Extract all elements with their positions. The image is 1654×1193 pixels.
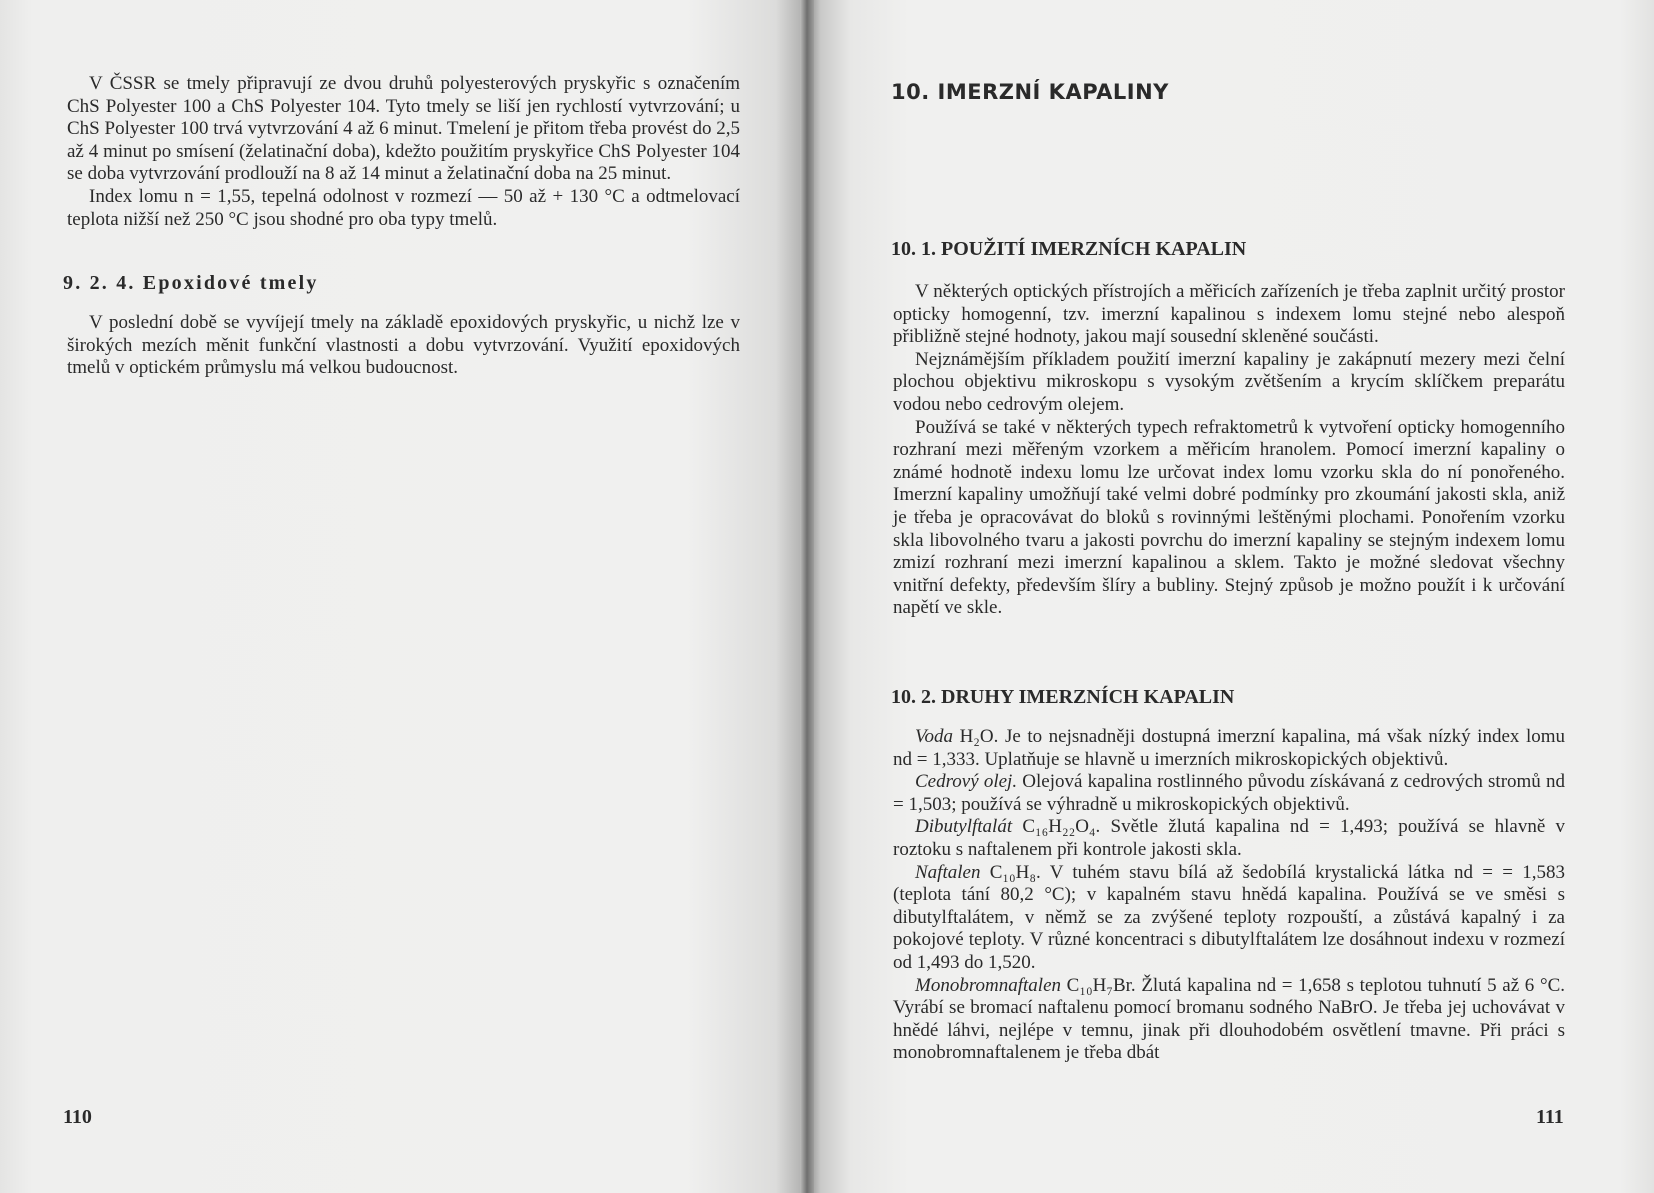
- right-page: [808, 0, 1654, 1193]
- entry-term: Voda: [915, 726, 953, 747]
- entry-term: Monobromnaftalen: [915, 974, 1062, 996]
- subsection-heading: 9. 2. 4. Epoxidové tmely: [63, 272, 319, 294]
- entry-paragraph: [893, 816, 1565, 861]
- entry-text: C₁₀H₇Br. Žlutá kapalina nd = 1,658 s teplotou tuhnutí 5 až 6 °C. Vyrábí se bromací naftalenu pomocí bromanu sodného NaBrO. Je třeba jej uchovávat v hnědé láhvi, nejlépe v temnu, jinak při dlouhodobém osvětlení tmavne. Při práci s monobromnaftalenem je třeba dbát: [893, 974, 1565, 1064]
- left-bottom-text: [67, 312, 740, 380]
- entry-paragraph: [893, 862, 1565, 975]
- paragraph: Používá se také v některých typech refraktometrů k vytvoření opticky homogenního rozhraní mezi měřeným vzorkem a měřicím hranolem. Pomocí imerzní kapaliny o známé hodnotě indexu lomu lze určovat index lomu vzorku skla do ní ponořeného. Imerzní kapaliny umožňují také velmi dobré podmínky pro zkoumání jakosti skla, aniž je třeba je opracovávat do bloků s rovinnými leštěnými plochami. Ponořením vzorku skla libovolného tvaru a jakosti povrchu do imerzní kapaliny se stejným indexem lomu zmizí rozhraní mezi imerzní kapalinou a sklem. Takto je možné sledovat všechny vnitřní defekty, především šlíry a bubliny. Stejný způsob je možno použít i k určování napětí ve skle.: [893, 416, 1565, 619]
- entry-term: Cedrový olej.: [915, 771, 1018, 793]
- entry-term: Dibutylftalát: [915, 816, 1013, 838]
- entry-text: C₁₆H₂₂O₄. Světle žlutá kapalina nd = 1,493; používá se hlavně v roztoku s naftalenem při kontrole jakosti skla.: [893, 816, 1565, 860]
- page-number: 110: [63, 1106, 92, 1128]
- left-page: [0, 0, 808, 1193]
- paragraph: V ČSSR se tmely připravují ze dvou druhů polyesterových pryskyřic s označením ChS Polyester 100 a ChS Polyester 104. Tyto tmely se liší jen rychlostí vytvrzování; u ChS Polyester 100 trvá vytvrzování 4 až 6 minut. Tmelení je přitom třeba provést do 2,5 až 4 minut po smísení (želatinační doba), kdežto použitím pryskyřice ChS Polyester 104 se doba vytvrzování prodlouží na 8 až 14 minut a želatinační doba na 25 minut.: [67, 73, 740, 185]
- section2-text: [893, 726, 1565, 1065]
- entry-text: C₁₀H₈. V tuhém stavu bílá až šedobílá krystalická látka nd = = 1,583 (teplota tání 80,2 °C); v kapalném stavu hnědá kapalina. Používá se ve směsi s dibutylftalátem, v němž se za zvýšené teploty rozpouští, a zůstává kapalný i za pokojové teploty. V různé koncentraci s dibutylftalátem lze dosáhnout indexu v rozmezí od 1,493 do 1,520.: [893, 861, 1565, 973]
- book-spine: [800, 0, 814, 1193]
- paragraph: V některých optických přístrojích a měřicích zařízeních je třeba zaplnit určitý prostor opticky homogenní, tzv. imerzní kapalinou s indexem lomu stejné nebo alespoň přibližně stejné hodnoty, jakou mají sousední skleněné součásti.: [893, 281, 1565, 348]
- paragraph: Nejznámějším příkladem použití imerzní kapaliny je zakápnutí mezery mezi čelní plochou objektivu mikroskopu s vysokým zvětšením a krycím sklíčkem preparátu vodou nebo cedrovým olejem.: [893, 348, 1565, 415]
- chapter-heading: 10. IMERZNÍ KAPALINY: [891, 80, 1169, 104]
- entry-text: Olejová kapalina rostlinného původu získávaná z cedrových stromů nd = 1,503; používá se výhradně u mikroskopických objektivů.: [893, 771, 1565, 815]
- section-heading: 10. 2. DRUHY IMERZNÍCH KAPALIN: [891, 686, 1235, 708]
- page-number: 111: [1536, 1106, 1564, 1128]
- entry-paragraph: [893, 975, 1565, 1065]
- entry-paragraph: [893, 726, 1565, 771]
- section-heading: 10. 1. POUŽITÍ IMERZNÍCH KAPALIN: [891, 238, 1247, 260]
- section1-text: [893, 281, 1565, 620]
- entry-paragraph: [893, 771, 1565, 816]
- entry-term: Naftalen: [915, 861, 981, 883]
- left-top-text: [67, 73, 740, 231]
- paragraph: V poslední době se vyvíjejí tmely na základě epoxidových pryskyřic, u nichž lze v širokých mezích měnit funkční vlastnosti a dobu vytvrzování. Využití epoxidových tmelů v optickém průmyslu má velkou budoucnost.: [67, 312, 740, 379]
- paragraph: Index lomu n = 1,55, tepelná odolnost v rozmezí — 50 až + 130 °C a odtmelovací teplota nižší než 250 °C jsou shodné pro oba typy tmelů.: [67, 185, 740, 230]
- entry-text: H₂O. Je to nejsnadněji dostupná imerzní kapalina, má však nízký index lomu nd = 1,333. Uplatňuje se hlavně u imerzních mikroskopických objektivů.: [893, 726, 1565, 770]
